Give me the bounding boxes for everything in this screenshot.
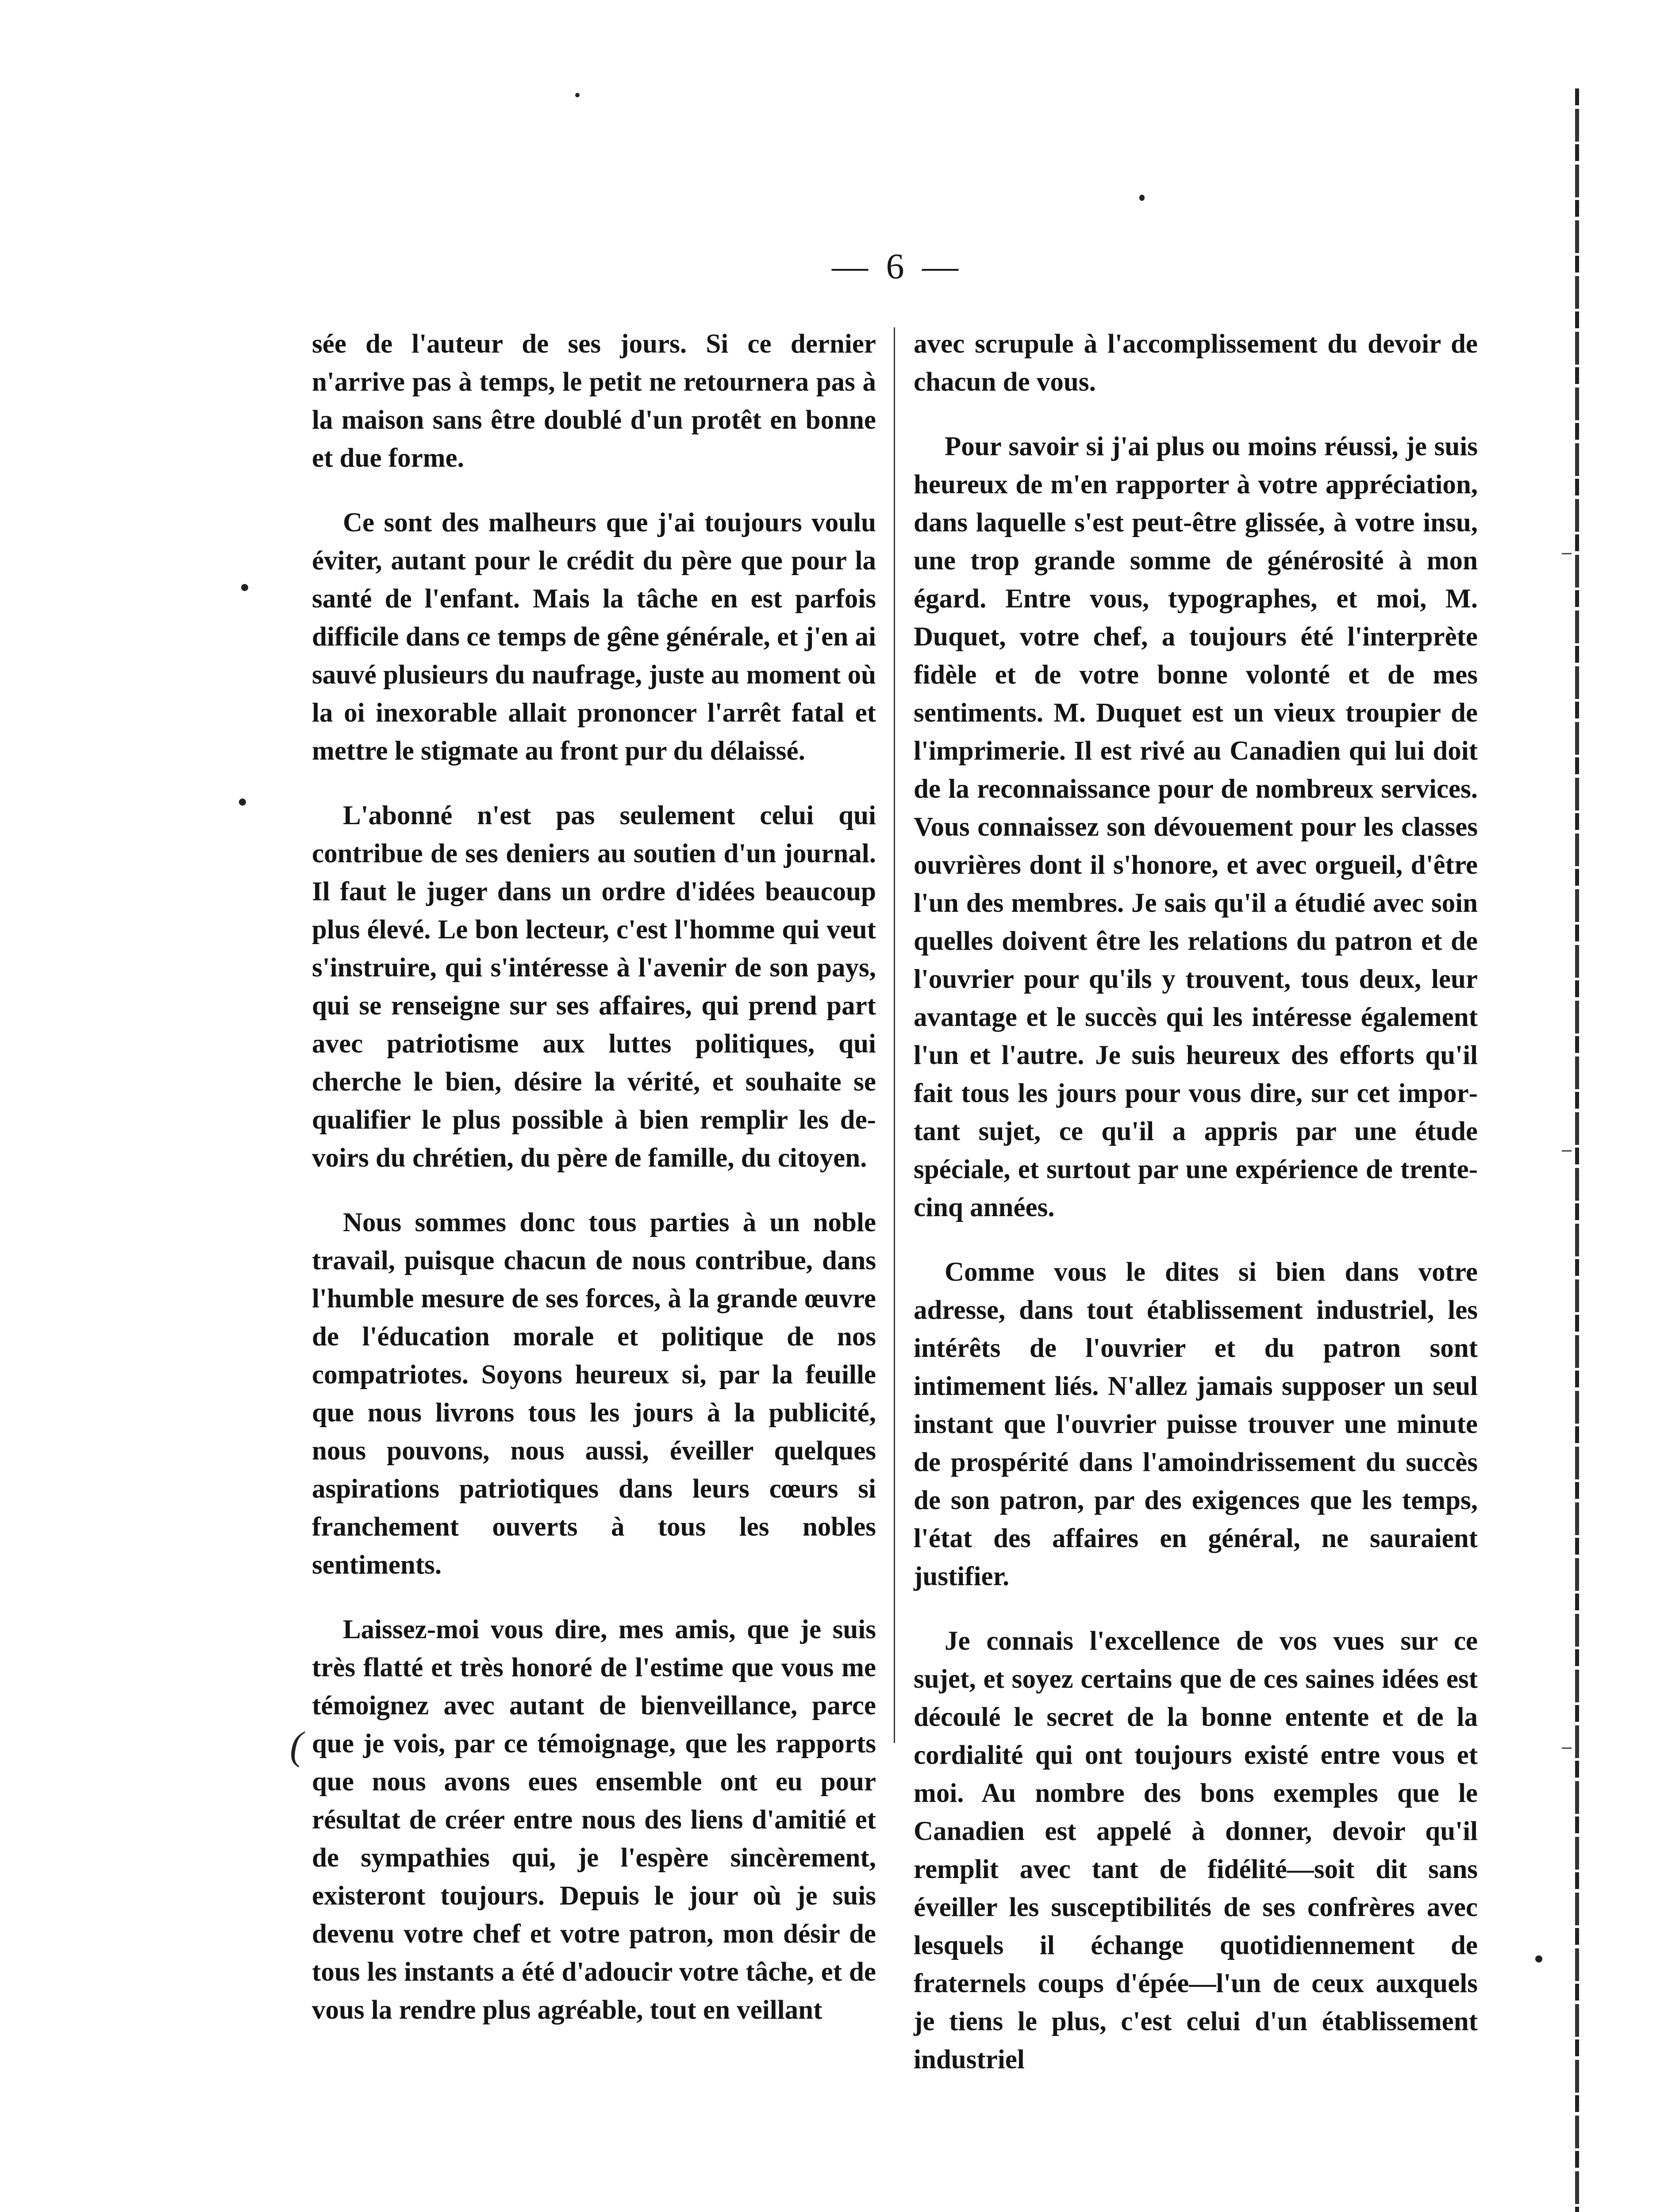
scan-speck <box>241 584 248 591</box>
paragraph: sée de l'auteur de ses jours. Si ce dernier n'arrive pas à temps, le petit ne retournera pas à la maison sans être doublé d'un protêt en bonne et due forme. <box>312 329 876 473</box>
page-number: — 6 — <box>832 246 963 286</box>
scan-speck <box>575 93 580 97</box>
paragraph: Je connais l'excellence de vos vues sur ce sujet, et soyez certains que de ces saines idées est découlé le secret de la bonne entente et de la cordialité qui ont toujours existé entre vous et moi. Au nombre des bons exemples que le Canadien est appelé à donner, devoir qu'il remplit avec tant de fidélité—soit dit sans éveiller les susceptibilités de ses confrères avec lesquels il échange quotidiennement de fraternels coups d'épée—l'un de ceux auxquels je tiens le plus, c'est celui d'un établissement industriel <box>914 1626 1478 2074</box>
column-divider <box>894 327 895 1743</box>
paragraph: Ce sont des malheurs que j'ai toujours voulu éviter, autant pour le crédit du père que pour la santé de l'enfant. Mais la tâche en est parfois difficile dans ce temps de gêne générale, et j'en ai sauvé plusieurs du naufrage, juste au moment où la oi inexorable allait prononcer l'arrêt fatal et mettre le stigmate au front pur du délaissé. <box>312 508 876 766</box>
scan-speck <box>239 799 246 806</box>
paragraph: Nous sommes donc tous parties à un noble travail, puisque chacun de nous contribue, dans l'humble mesure de ses forces, à la grande œuvre de l'éducation morale et politique de nos compatriotes. Soyons heureux si, par la feuille que nous livrons tous les jours à la publicité, nous pouvons, nous aussi, éveiller quelques aspirations patriotiques dans leurs cœurs si franchement ouverts à tous les nobles sentiments. <box>312 1208 876 1580</box>
edge-mark <box>1562 1747 1572 1749</box>
paragraph: avec scrupule à l'accomplissement du devoir de chacun de vous. <box>914 329 1478 397</box>
page-edge-binding <box>1575 88 1579 2212</box>
left-column <box>312 325 876 2029</box>
stray-bracket-mark: ( <box>290 1724 303 1768</box>
edge-mark <box>1562 553 1572 554</box>
paragraph: Comme vous le dites si bien dans votre adresse, dans tout établissement industriel, les intérêts de l'ouvrier et du patron sont intimement liés. N'allez jamais supposer un seul instant que l'ouvrier puisse trouver une minute de prospérité dans l'amoindrissement du succès de son patron, par des exigences que les temps, l'état des affaires en général, ne sauraient justifier. <box>914 1257 1478 1591</box>
edge-mark <box>1562 1150 1572 1152</box>
scan-speck <box>1139 195 1145 201</box>
right-column <box>914 325 1478 2079</box>
paragraph: Laissez-moi vous dire, mes amis, que je suis très flatté et très honoré de l'estime que vous me témoignez avec autant de bienveillance, parce que je vois, par ce témoignage, que les rapports que nous avons eues ensemble ont eu pour résultat de créer entre nous des liens d'amitié et de sympathies qui, je l'espère sincèrement, existeront toujours. Depuis le jour où je suis devenu votre chef et votre patron, mon désir de tous les instants a été d'adoucir votre tâche, et de vous la rendre plus agréable, tout en veillant <box>312 1615 876 2025</box>
paragraph: Pour savoir si j'ai plus ou moins réussi, je suis heureux de m'en rapporter à votre appréciation, dans laquelle s'est peut-être glissée, à votre insu, une trop grande somme de générosité à mon égard. Entre vous, typographes, et moi, M. Duquet, votre chef, a toujours été l'interprète fidèle et de votre bonne volonté et de mes sentiments. M. Duquet est un vieux troupier de l'imprimerie. Il est rivé au Canadien qui lui doit de la reconnaissance pour de nombreux services. Vous connaissez son dévouement pour les classes ouvrières dont il s'honore, et avec orgueil, d'être l'un des membres. Je sais qu'il a étudié avec soin quelles doivent être les relations du patron et de l'ouvrier pour qu'ils y trouvent, tous deux, leur avantage et le succès qui les intéresse également l'un et l'autre. Je suis heureux des efforts qu'il fait tous les jours pour vous dire, sur cet important sujet, ce qu'il a appris par une étude spéciale, et surtout par une expérience de trente-cinq années. <box>914 432 1478 1222</box>
paragraph: L'abonné n'est pas seulement celui qui contribue de ses deniers au soutien d'un journal. Il faut le juger dans un ordre d'idées beaucoup plus élevé. Le bon lecteur, c'est l'homme qui veut s'instruire, qui s'intéresse à l'avenir de son pays, qui se renseigne sur ses affaires, qui prend part avec patriotisme aux luttes politiques, qui cherche le bien, désire la vérité, et souhaite se qualifier le plus possible à bien remplir les devoirs du chrétien, du père de famille, du citoyen. <box>312 801 876 1173</box>
scan-speck <box>1535 1955 1542 1962</box>
